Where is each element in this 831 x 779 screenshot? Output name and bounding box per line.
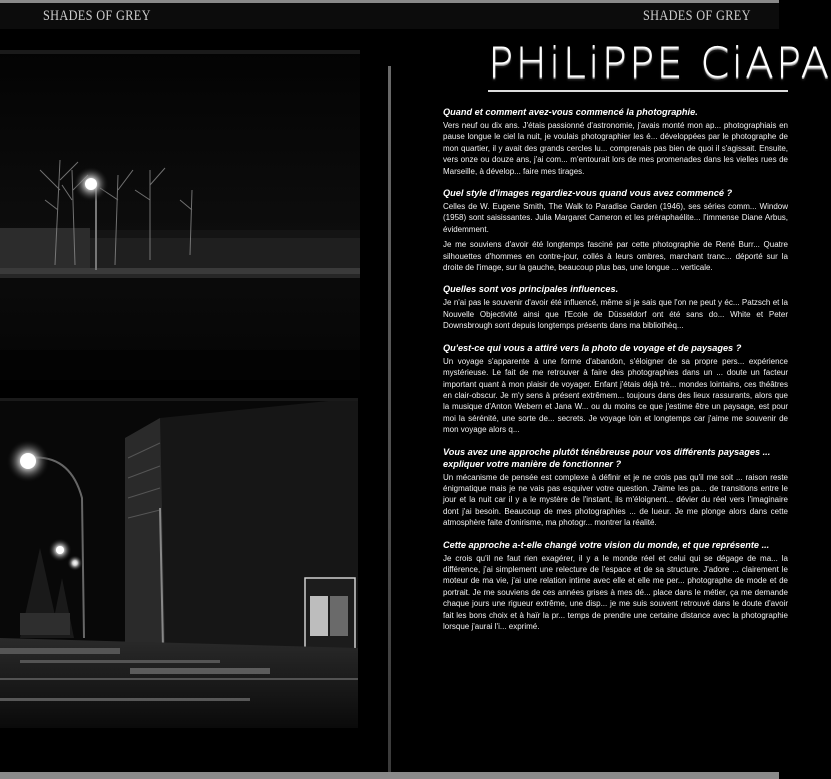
qa-block <box>443 539 788 633</box>
answer: Vers neuf ou dix ans. J'étais passionné d'astronomie, j'avais monté mon ap... photographiais en pause longue le ciel la nuit, je voulais photographier les é... développées par le photographe de mon quartier, il y avait des grands cercles lu... comprenais pas bien de quoi il s'agissait. Ensuite, vers onze ou douze ans, j'ai com... m'entourait lors de mes promenades dans les vielles rues de Marseille, à dévelop... faire mes tirages. <box>443 121 788 176</box>
question: Cette approche a-t-elle changé votre vision du monde, et que représente ... <box>443 539 770 550</box>
question: Qu'est-ce qui vous a attiré vers la photo de voyage et de paysages ? <box>443 342 742 353</box>
title-underline <box>488 90 788 92</box>
photo-night-trees <box>0 50 360 380</box>
answer: Un voyage s'apparente à une forme d'abandon, s'éloigner de sa propre pers... expérience mystérieuse. Le fait de me retrouver à faire des photographies dans un ... doute un facteur important quant à mon plaisir de voyager. Enfant j'étais déjà trè... mondes lointains, ces théâtres en clair-obscur. Je m'y sens à présent extrêmem... toujours dans des lieux rassurants, alors que la musique d'Anton Webern et Jana W... ou du moins ce que j'estime être un paysage, est pour moi la sérénité, une sorte de... secrets. Je voyage loin et longtemps car j'aime me souvenir de mon voyage alors q... <box>443 356 788 435</box>
qa-block <box>443 342 788 436</box>
gutter-divider <box>388 66 391 774</box>
photo-night-street <box>0 398 358 728</box>
qa-block <box>443 187 788 273</box>
answer: Je crois qu'il ne faut rien exagérer, il y a le monde réel et celui qui se dégage de ma... la différence, j'ai simplement une relecture de l'espace et de sa structure. J'adore ... clairement le moteur de ma vie, j'ai une relation intime avec elle et elle me per... photographe de mode et de portrait. Je me souviens de ces années grises à mes dé... place dans le métier, ça me demande chaque jours une rigueur extrême, une disp... je me suis souvent retrouvé dans le doute d'avoir fait les bons choix et à haïr la pr... temps de prendre une certaine distance avec la photographie lorsque j'aurai l'i... exprimé. <box>443 553 788 631</box>
answer: Un mécanisme de pensée est complexe à définir et je ne crois pas qu'il me soit ... raison reste énigmatique mais je ne vais pas esquiver votre question. J'aime les pa... de transitions entre le jour et la nuit car il y a le mystère de l'instant, ils m'éloignent... dévier du réel vers l'imaginaire dont j'ai besoin. Beaucoup de mes photographies ... de lueur. Je me plonge alors dans cette atmosphère faite d'onirisme, ma photogr... montrer la réalité. <box>443 472 788 528</box>
question: Vous avez une approche plutôt ténébreuse pour vos différents paysages ... expliquer votre manière de fonctionner ? <box>443 446 771 469</box>
question: Quelles sont vos principales influences. <box>443 284 619 295</box>
qa-block <box>443 106 788 177</box>
answer: Je n'ai pas le souvenir d'avoir été influencé, même si je sais que l'on ne peut y éc... Patzsch et la Nouvelle Objectivité ainsi que l'Ecole de Düsseldorf ont été sans do... White et Peter Downsbrough sont depuis longtemps présents dans ma bibliothèq... <box>443 298 788 331</box>
answer: Je me souviens d'avoir été longtemps fasciné par cette photographie de René Burr... Quatre silhouettes d'hommes en contre-jour, collés à leurs ombres, marchant tranc... déporté sur la droite de l'image, sur la gauche, beaucoup plus bas, une longue ... verticale. <box>443 240 788 273</box>
qa-block <box>443 283 788 331</box>
question: Quel style d'images regardiez-vous quand vous avez commencé ? <box>443 188 733 199</box>
qa-block <box>443 446 788 529</box>
interview-text <box>443 106 788 766</box>
running-title-right: SHADES OF GREY <box>643 8 751 24</box>
answer: Celles de W. Eugene Smith, The Walk to Paradise Garden (1946), ses séries comm... Window (1958) sont saisissantes. Julia Margaret Cameron et les préraphaélite... l'immense Diane Arbus, évidemment. <box>443 202 788 234</box>
question: Quand et comment avez-vous commencé la photographie. <box>443 107 698 117</box>
article-title: PHiLiPPE CiAPA <box>488 38 831 87</box>
page-frame-bottom <box>0 772 779 779</box>
running-title-left: SHADES OF GREY <box>43 8 151 24</box>
